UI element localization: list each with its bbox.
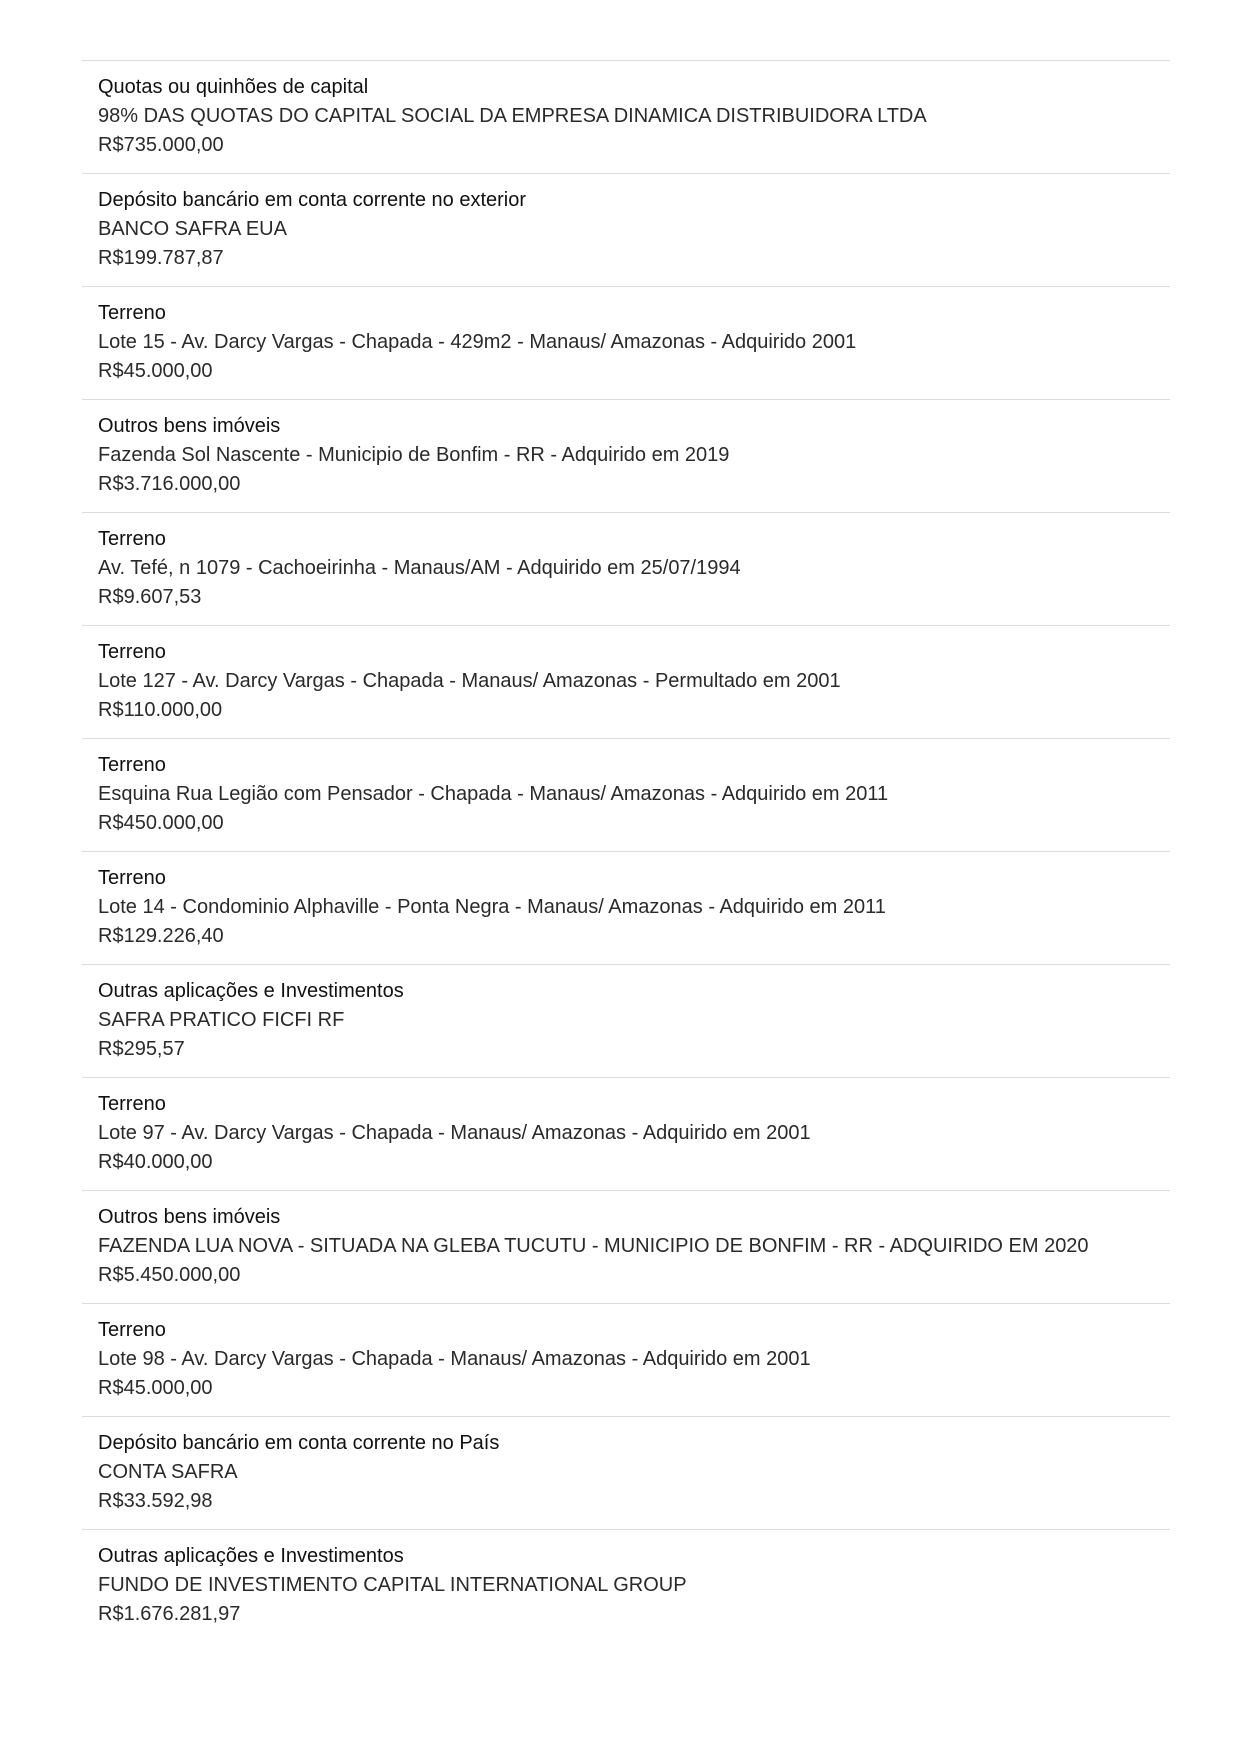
asset-value: R$40.000,00 <box>98 1151 213 1173</box>
asset-value: R$1.676.281,97 <box>98 1603 241 1625</box>
asset-description: Lote 14 - Condominio Alphaville - Ponta Negra - Manaus/ Amazonas - Adquirido em 2011 <box>98 896 886 918</box>
asset-type: Terreno <box>98 1319 166 1341</box>
asset-value: R$33.592,98 <box>98 1490 213 1512</box>
asset-value: R$110.000,00 <box>98 699 223 721</box>
asset-description: FAZENDA LUA NOVA - SITUADA NA GLEBA TUCUTU - MUNICIPIO DE BONFIM - RR - ADQUIRIDO EM 2020 <box>98 1235 1089 1257</box>
asset-value: R$9.607,53 <box>98 586 202 608</box>
asset-value: R$199.787,87 <box>98 247 224 269</box>
asset-value: R$45.000,00 <box>98 1377 213 1399</box>
asset-type: Outras aplicações e Investimentos <box>98 1545 404 1567</box>
asset-description: BANCO SAFRA EUA <box>98 218 287 240</box>
list-item <box>82 626 1170 739</box>
list-item <box>82 739 1170 852</box>
asset-description: Esquina Rua Legião com Pensador - Chapada - Manaus/ Amazonas - Adquirido em 2011 <box>98 783 889 805</box>
asset-value: R$129.226,40 <box>98 925 224 947</box>
asset-type: Outras aplicações e Investimentos <box>98 980 404 1002</box>
list-item <box>82 400 1170 513</box>
asset-description: Lote 127 - Av. Darcy Vargas - Chapada - Manaus/ Amazonas - Permultado em 2001 <box>98 670 841 692</box>
list-item <box>82 965 1170 1078</box>
asset-description: SAFRA PRATICO FICFI RF <box>98 1009 345 1031</box>
asset-type: Depósito bancário em conta corrente no País <box>98 1432 500 1454</box>
asset-type: Terreno <box>98 641 166 663</box>
asset-description: Lote 15 - Av. Darcy Vargas - Chapada - 429m2 - Manaus/ Amazonas - Adquirido 2001 <box>98 331 857 353</box>
asset-type: Terreno <box>98 528 166 550</box>
list-item <box>82 513 1170 626</box>
asset-description: 98% DAS QUOTAS DO CAPITAL SOCIAL DA EMPRESA DINAMICA DISTRIBUIDORA LTDA <box>98 105 927 127</box>
asset-description: Av. Tefé, n 1079 - Cachoeirinha - Manaus/AM - Adquirido em 25/07/1994 <box>98 557 741 579</box>
list-item <box>82 1304 1170 1417</box>
list-item <box>82 61 1170 174</box>
asset-type: Terreno <box>98 867 166 889</box>
asset-type: Outros bens imóveis <box>98 415 281 437</box>
asset-value: R$45.000,00 <box>98 360 213 382</box>
asset-type: Outros bens imóveis <box>98 1206 281 1228</box>
list-item <box>82 174 1170 287</box>
asset-value: R$3.716.000,00 <box>98 473 241 495</box>
asset-type: Terreno <box>98 1093 166 1115</box>
asset-description: Fazenda Sol Nascente - Municipio de Bonfim - RR - Adquirido em 2019 <box>98 444 730 466</box>
asset-description: Lote 98 - Av. Darcy Vargas - Chapada - Manaus/ Amazonas - Adquirido em 2001 <box>98 1348 811 1370</box>
asset-type: Terreno <box>98 302 166 324</box>
list-item <box>82 1078 1170 1191</box>
asset-type: Terreno <box>98 754 166 776</box>
list-item <box>82 1191 1170 1304</box>
asset-value: R$295,57 <box>98 1038 185 1060</box>
asset-value: R$735.000,00 <box>98 134 224 156</box>
asset-description: CONTA SAFRA <box>98 1461 238 1483</box>
list-item <box>82 287 1170 400</box>
asset-type: Quotas ou quinhões de capital <box>98 76 369 98</box>
list-item <box>82 852 1170 965</box>
list-item <box>82 1417 1170 1530</box>
asset-value: R$5.450.000,00 <box>98 1264 241 1286</box>
asset-value: R$450.000,00 <box>98 812 224 834</box>
asset-type: Depósito bancário em conta corrente no exterior <box>98 189 527 211</box>
asset-list <box>82 60 1170 1643</box>
list-item <box>82 1530 1170 1643</box>
asset-description: FUNDO DE INVESTIMENTO CAPITAL INTERNATIONAL GROUP <box>98 1574 687 1596</box>
asset-description: Lote 97 - Av. Darcy Vargas - Chapada - Manaus/ Amazonas - Adquirido em 2001 <box>98 1122 811 1144</box>
